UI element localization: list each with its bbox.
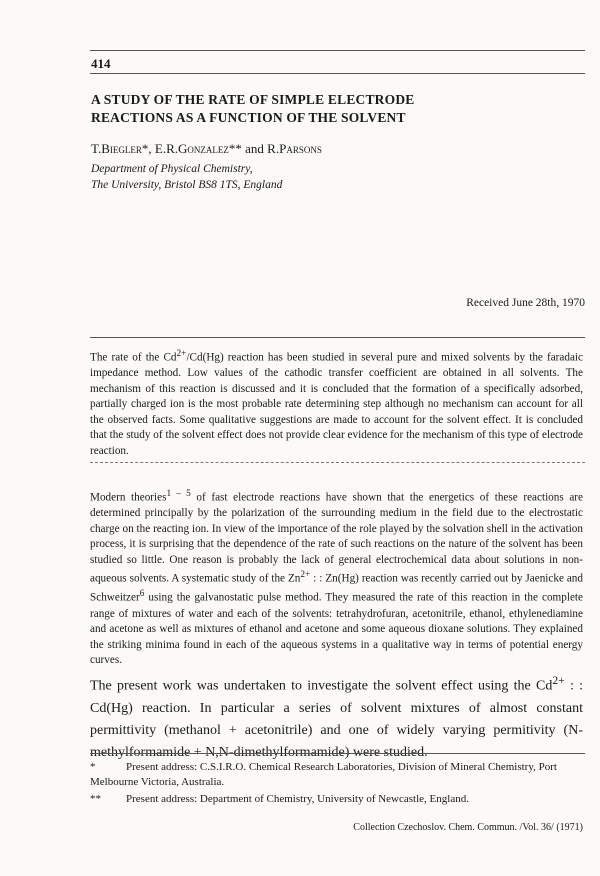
intro-superscript-charge: 2+ <box>300 570 311 581</box>
author-mark-2: ** <box>228 141 242 156</box>
article-title <box>91 91 581 127</box>
author-biegler: T.Biegler <box>91 141 142 156</box>
intro-citation-1-5: 1 – 5 <box>166 489 191 499</box>
page-number: 414 <box>91 56 111 71</box>
intro-citation-6: 6 <box>139 589 145 600</box>
intro-paragraph <box>90 487 583 669</box>
present-work-text-1: The present work was undertaken to investigate the solvent effect using the Cd <box>90 678 553 694</box>
title-line-1: A STUDY OF THE RATE OF SIMPLE ELECTRODE <box>91 92 415 107</box>
present-work-text-2: : : Cd(Hg) reaction. In particular a series of solvent mixtures of almost constant permittivity (methanol + acetonitrile) and one of widely varying permitivity (N-methylformamide + N,N-dimethylformamide) were studied. <box>90 678 584 760</box>
affiliation-line-1: Department of Physical Chemistry, <box>91 163 253 175</box>
author-separator: , <box>148 141 155 156</box>
abstract-text-2: /Cd(Hg) reaction has been studied in several pure and mixed solvents by the faradaic impedance method. Low values of the cathodic transfer coefficient are obtained in all solvents. The mechanism of this reaction is discussed and it is concluded that the formation of a specifically adsorbed, partially charged ion is the most probable rate determining step although no mechanism can account for all the observed facts. Some qualitative suggestions are made to account for the solvent effect. It is concluded that the study of the solvent effect does not provide clear evidence for the mechanism of this type of electrode reaction. <box>90 351 583 457</box>
author-list <box>91 141 322 157</box>
header-rule <box>90 50 585 51</box>
header-rule-lower <box>90 73 585 74</box>
footnote-2-mark: ** <box>90 793 101 805</box>
intro-text-3: : : Zn(Hg) reaction was recently carried out by Jaenicke and Schweitzer <box>90 572 583 605</box>
author-conjunction: and <box>241 141 268 156</box>
present-work-paragraph <box>90 670 583 764</box>
footnote-1 <box>90 760 583 790</box>
abstract <box>90 347 583 459</box>
footnote-2 <box>90 792 583 807</box>
author-gonzalez: E.R.Gonzalez <box>154 141 229 156</box>
footnote-1-text: Present address: C.S.I.R.O. Chemical Research Laboratories, Division of Mineral Chemistry, Port Melbourne Victoria, Australia. <box>90 761 557 788</box>
footnote-1-mark: * <box>90 761 96 773</box>
received-date: Received June 28th, 1970 <box>466 297 585 309</box>
title-line-2: REACTIONS AS A FUNCTION OF THE SOLVENT <box>91 110 406 125</box>
abstract-text-1: The rate of the Cd <box>90 351 177 364</box>
abstract-bottom-rule <box>90 462 585 463</box>
present-work-superscript: 2+ <box>552 674 565 687</box>
affiliation-line-2: The University, Bristol BS8 1TS, England <box>91 179 283 191</box>
intro-text-2: of fast electrode reactions have shown that the energetics of these reactions are determined principally by the polarization of the surrounding medium in the field due to the electrostatic charge on the reacting ion. In view of the importance of the role played by the solvation shell in the activation process, it is surprising that the dependence of the rate of such reactions on the nature of the solvent has been studied so little. One reason is probably the lack of general electrochemical data about solutions in non-aqueous solvents. A systematic study of the Zn <box>90 491 583 585</box>
author-parsons: R.Parsons <box>267 141 322 156</box>
author-mark-1: * <box>141 141 149 156</box>
footnote-2-text: Present address: Department of Chemistry, University of Newcastle, England. <box>126 793 469 805</box>
footnote-rule <box>90 753 585 754</box>
journal-footer: Collection Czechoslov. Chem. Commun. /Vol. 36/ (1971) <box>353 822 583 833</box>
intro-text-1: Modern theories <box>90 491 167 504</box>
intro-text-4: using the galvanostatic pulse method. They measured the rate of this reaction in the complete range of mixtures of water and each of the solvents: tetrahydrofuran, acetonitrile, ethanol, ethylenediamine and acetone as well as mixtures of ethanol and acetone and some aqueous dioxane solutions. They explained the striking minima found in each of the aqueous systems in a qualitative way in terms of potential energy curves. <box>90 592 583 667</box>
abstract-top-rule <box>90 337 585 338</box>
affiliation <box>91 161 282 193</box>
abstract-superscript: 2+ <box>176 349 187 359</box>
